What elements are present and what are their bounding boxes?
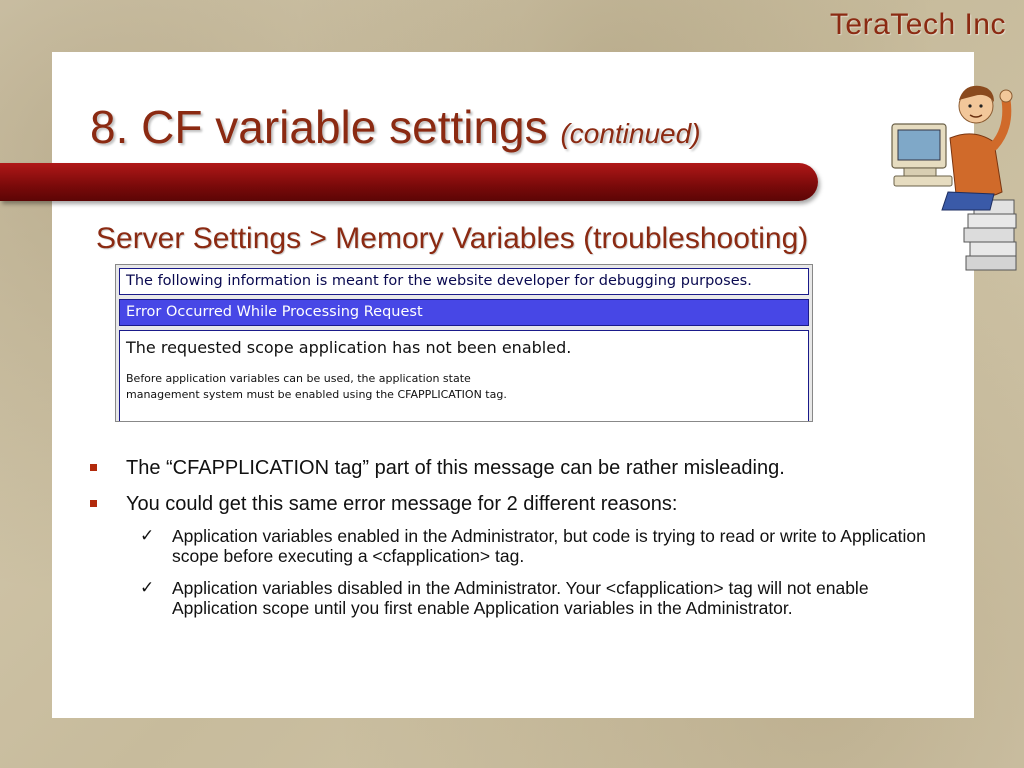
sub-bullet-list [126,526,948,618]
section-subtitle: Server Settings > Memory Variables (troubleshooting) [96,222,809,255]
check-mark-icon: ✓ [140,578,155,598]
error-header: Error Occurred While Processing Request [119,299,809,326]
bullet-text: You could get this same error message for 2 different reasons: [126,493,678,515]
debug-info-line: The following information is meant for the website developer for debugging purposes. [119,268,809,295]
slide-title [90,100,701,154]
error-screenshot [115,264,813,422]
sub-bullet-item-1 [126,526,948,566]
computer-icon [892,124,952,186]
sub-bullet-text: Application variables disabled in the Administrator. Your <cfapplication> tag will not enable Application scope until you first enable Application variables in the Administrator. [172,578,869,618]
title-underline-bar [0,163,818,201]
check-mark-icon: ✓ [140,526,155,546]
error-body [119,330,809,421]
bullet-list [88,456,948,630]
mascot-illustration [890,64,1022,274]
slide-title-suffix: (continued) [560,118,701,149]
error-detail: Before application variables can be used, the application state management system must be enabled using the CFAPPLICATION tag. [126,372,507,401]
brand-logo: TeraTech Inc [829,8,1006,41]
bullet-text: The “CFAPPLICATION tag” part of this message can be rather misleading. [126,457,785,479]
sub-bullet-text: Application variables enabled in the Administrator, but code is trying to read or write to Application scope before executing a <cfapplication> tag. [172,526,926,566]
bullet-item-2 [88,492,948,618]
error-message: The requested scope application has not been enabled. [126,338,572,357]
sub-bullet-item-2 [126,578,948,618]
slide-title-main: 8. CF variable settings [90,101,548,153]
bullet-item-1 [88,456,948,480]
